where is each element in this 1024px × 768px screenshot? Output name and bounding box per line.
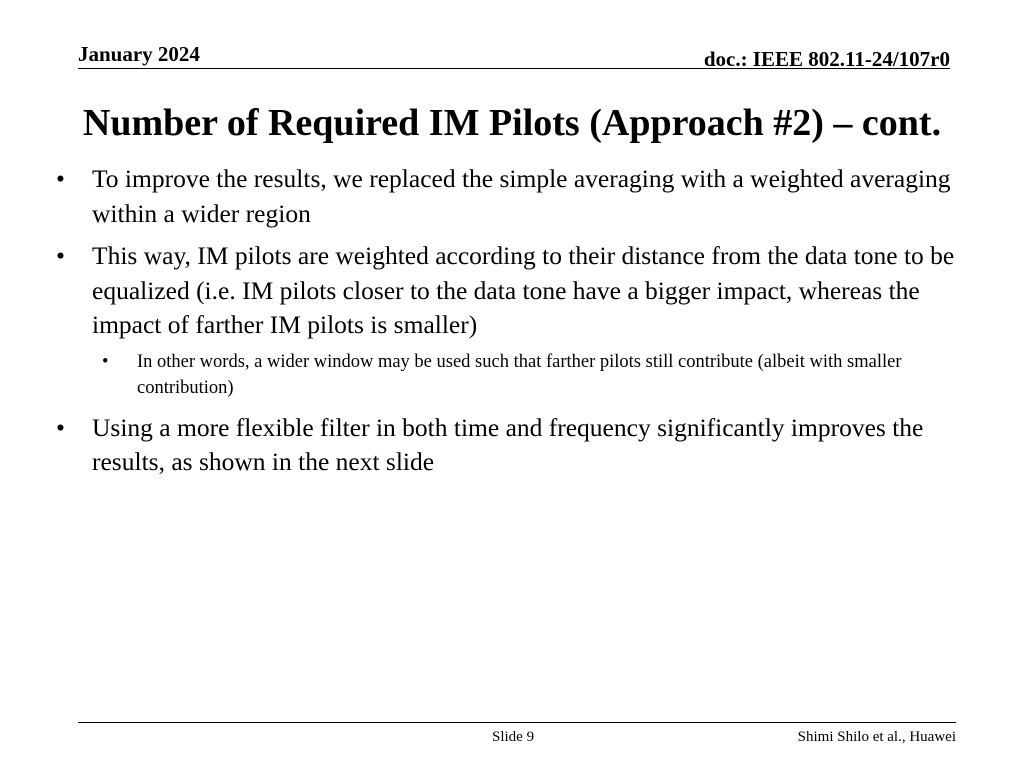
- footer-author: Shimi Shilo et al., Huawei: [797, 729, 956, 745]
- header-date: January 2024: [78, 42, 200, 66]
- sub-bullet-icon: •: [102, 351, 109, 372]
- footer-divider: [78, 722, 956, 723]
- bullet-icon: •: [56, 412, 65, 442]
- bullet-item: [52, 411, 972, 480]
- bullet-icon: •: [56, 164, 65, 193]
- header-doc-id: doc.: IEEE 802.11-24/107r0: [703, 47, 950, 71]
- slide-title: Number of Required IM Pilots (Approach #2) – cont.: [82, 102, 942, 144]
- bullet-text: Using a more flexible filter in both time and frequency significantly improves the results, as shown in the next slide: [92, 412, 924, 476]
- bullet-icon: •: [56, 241, 65, 270]
- header-divider: [78, 68, 950, 69]
- bullet-text: To improve the results, we replaced the simple averaging with a weighted averaging within a wider region: [92, 164, 951, 228]
- sub-bullet-text: In other words, a wider window may be used such that farther pilots still contribute (albeit with smaller contribution): [137, 351, 902, 398]
- slide-number: Slide 9: [492, 729, 535, 745]
- bullet-text: This way, IM pilots are weighted according to their distance from the data tone to be equalized (i.e. IM pilots closer to the data tone have a bigger impact, whereas the impact of farther IM pilots is smaller): [92, 241, 955, 339]
- bullet-item: [52, 239, 972, 343]
- sub-bullet-item: [52, 349, 972, 401]
- bullet-item: [52, 162, 972, 231]
- slide-body: [52, 162, 972, 488]
